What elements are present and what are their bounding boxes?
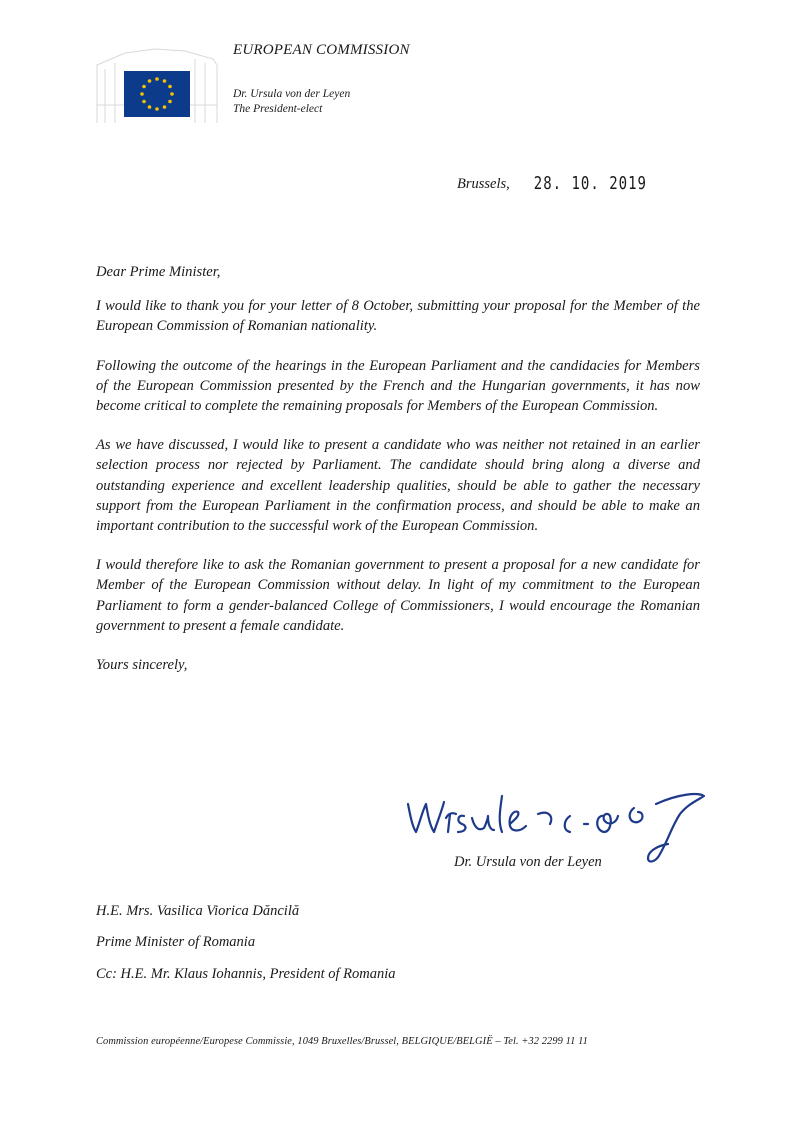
- flag-star: [163, 79, 167, 83]
- sender-title: The President-elect: [233, 103, 323, 115]
- letter-body: [96, 262, 700, 675]
- flag-star: [148, 79, 152, 83]
- cc-line: Cc: H.E. Mr. Klaus Iohannis, President of Romania: [96, 966, 396, 982]
- flag-star: [170, 92, 174, 96]
- flag-star: [142, 85, 146, 89]
- flag-star: [142, 100, 146, 104]
- sender-block: [233, 87, 350, 117]
- handwritten-signature: [398, 774, 718, 866]
- paragraph-request: I would therefore like to ask the Romanian government to present a proposal for a new candidate for Member of the European Commission without delay. In light of my commitment to the European Parliament to form a gender-balanced College of Commissioners, I would encourage the Romanian government to present a female candidate.: [96, 557, 700, 634]
- signer-name: Dr. Ursula von der Leyen: [454, 854, 602, 870]
- flag-star: [148, 105, 152, 109]
- place-date: [457, 176, 647, 193]
- flag-star: [155, 77, 159, 81]
- paragraph-thanks: I would like to thank you for your letter of 8 October, submitting your proposal for the Member of the European Commission of Romanian nationality.: [96, 298, 700, 335]
- flag-star: [155, 107, 159, 111]
- recipient-title: Prime Minister of Romania: [96, 934, 256, 950]
- recipient-name: H.E. Mrs. Vasilica Viorica Dăncilă: [96, 903, 300, 919]
- eu-flag-icon: [124, 71, 190, 117]
- place: Brussels,: [457, 176, 510, 192]
- flag-star: [168, 100, 172, 104]
- closing: Yours sincerely,: [96, 657, 188, 674]
- organization-name: EUROPEAN COMMISSION: [233, 42, 410, 58]
- paragraph-hearings: Following the outcome of the hearings in the European Parliament and the candidacies for Members of the European Commission presented by the French and the Hungarian governments, it has now become critical to complete the remaining proposals for Members of the European Commission.: [96, 357, 700, 415]
- flag-star: [168, 85, 172, 89]
- flag-star: [140, 92, 144, 96]
- salutation: Dear Prime Minister,: [96, 264, 221, 280]
- footer-address: Commission européenne/Europese Commissie, 1049 Bruxelles/Brussel, BELGIQUE/BELGIË – Tel. +32 2299 11 11: [96, 1036, 588, 1047]
- sender-name: Dr. Ursula von der Leyen: [233, 88, 351, 100]
- flag-star: [163, 105, 167, 109]
- paragraph-candidate: As we have discussed, I would like to present a candidate who was neither not retained in an earlier selection process nor rejected by Parliament. The candidate should bring along a diverse and outstanding experience and excellent leadership qualities, should be able to gather the necessary support from the European Parliament in the confirmation process, and should be able to make an important contribution to the successful work of the European Commission.: [96, 437, 700, 535]
- date-stamp: 28. 10. 2019: [533, 174, 647, 194]
- european-commission-logo: [95, 45, 220, 125]
